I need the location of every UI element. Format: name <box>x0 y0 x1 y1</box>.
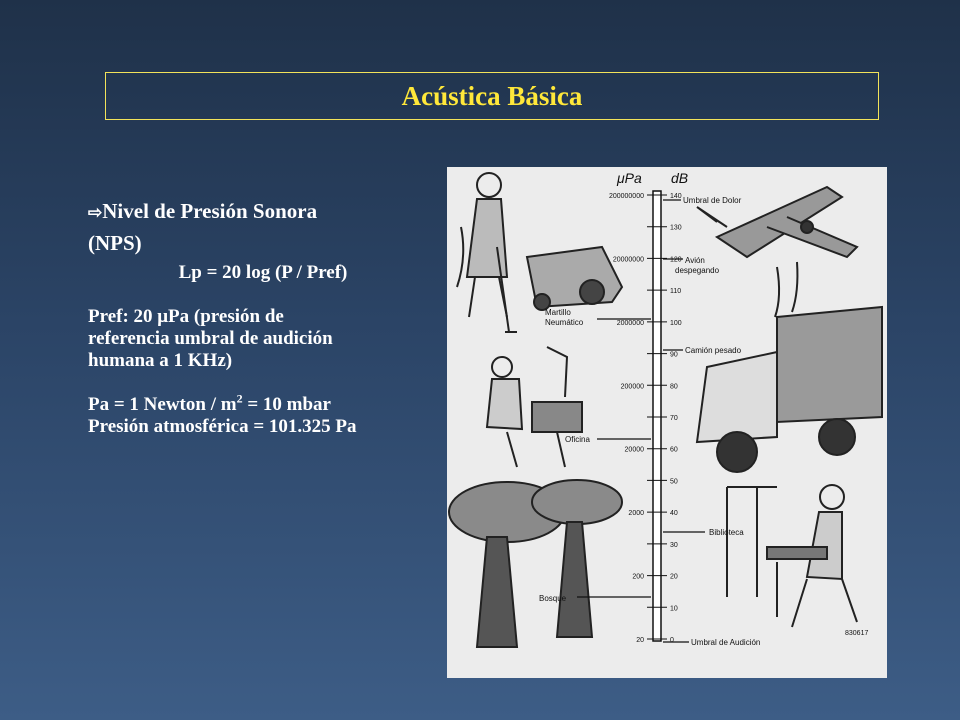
db-tick-label: 90 <box>670 351 678 359</box>
pref-line-3: humana a 1 KHz) <box>88 350 233 371</box>
illustration-svg <box>447 167 887 678</box>
upa-tick-label: 20000000 <box>612 256 644 264</box>
title-box <box>105 72 879 120</box>
pa-suffix: = 10 mbar <box>247 394 331 415</box>
db-tick-label: 120 <box>670 256 682 264</box>
pa-line <box>88 391 438 416</box>
label-martillo-1: Martillo <box>545 308 571 317</box>
scale-ticks <box>609 193 682 644</box>
bullet-text-2: (NPS) <box>88 231 142 255</box>
db-header: dB <box>671 170 689 186</box>
label-martillo-2: Neumático <box>545 318 584 327</box>
airplane-drawing <box>697 187 857 317</box>
db-tick-label: 70 <box>670 415 678 422</box>
upa-tick-label: 2000 <box>628 510 644 518</box>
label-avion-1: Avión <box>685 256 705 265</box>
label-camion: Camión pesado <box>685 346 742 355</box>
worker-jackhammer-drawing <box>457 173 517 332</box>
db-tick-label: 60 <box>670 446 678 454</box>
upa-tick-label: 200 <box>632 573 644 581</box>
db-tick-label: 20 <box>670 573 678 581</box>
upa-tick-label: 200000 <box>620 383 644 391</box>
label-oficina: Oficina <box>565 435 590 444</box>
label-umbral-dolor: Umbral de Dolor <box>683 196 742 205</box>
db-tick-label: 10 <box>670 605 678 613</box>
typist-drawing <box>487 347 582 467</box>
db-tick-label: 40 <box>670 510 678 518</box>
bullet-heading <box>88 196 438 228</box>
sound-pressure-illustration <box>447 167 887 678</box>
upa-tick-label: 20000 <box>624 446 644 454</box>
upa-tick-label: 2000000 <box>616 319 644 327</box>
db-tick-label: 80 <box>670 383 678 391</box>
formula: Lp = 20 log (P / Pref) <box>178 262 348 283</box>
db-tick-label: 30 <box>670 541 678 549</box>
upa-tick-label: 200000000 <box>608 193 644 200</box>
pa-exponent: 2 <box>236 391 243 406</box>
label-bosque: Bosque <box>539 594 567 603</box>
db-tick-label: 110 <box>670 288 682 296</box>
pref-line-2: referencia umbral de audición <box>88 328 333 349</box>
label-biblioteca: Biblioteca <box>709 528 744 537</box>
compressor-drawing <box>527 247 622 310</box>
db-tick-label: 140 <box>670 193 682 200</box>
label-umbral-audicion: Umbral de Audición <box>691 638 761 647</box>
forest-drawing <box>449 480 622 647</box>
arrow-icon: ⇨ <box>88 203 103 222</box>
pref-line-1: Pref: 20 μPa (presión de <box>88 306 284 327</box>
bullet-text-1: Nivel de Presión Sonora <box>102 199 318 223</box>
figure-code: 830617 <box>845 630 869 637</box>
upa-header: μPa <box>617 170 642 186</box>
db-tick-label: 130 <box>670 224 682 232</box>
slide-title: Acústica Básica <box>401 80 583 111</box>
atm-line: Presión atmosférica = 101.325 Pa <box>88 416 357 437</box>
db-tick-label: 100 <box>670 319 682 327</box>
label-avion-2: despegando <box>675 266 720 275</box>
reader-drawing <box>727 485 857 627</box>
pa-prefix: Pa = 1 Newton / m <box>88 394 237 415</box>
db-tick-label: 50 <box>670 478 678 486</box>
upa-tick-label: 20 <box>636 637 644 644</box>
db-tick-label: 0 <box>670 637 674 644</box>
truck-drawing <box>697 307 882 472</box>
content-text <box>88 196 438 438</box>
